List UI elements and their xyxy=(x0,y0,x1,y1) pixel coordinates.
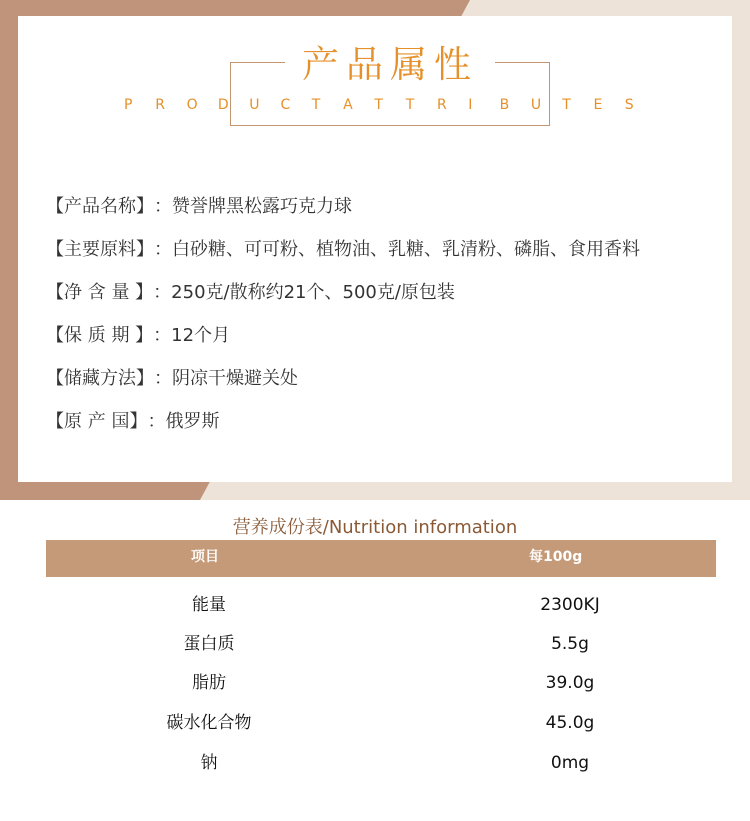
attribute-separator: ： xyxy=(153,325,172,346)
attribute-value: 白砂糖、可可粉、植物油、乳糖、乳清粉、磷脂、食用香料 xyxy=(172,239,640,260)
attribute-value: 赞誉牌黑松露巧克力球 xyxy=(172,196,352,217)
subtitle-letter: P xyxy=(124,97,133,113)
subtitle-letter: O xyxy=(186,97,198,113)
attribute-value: 阴凉干燥避关处 xyxy=(172,368,298,389)
title-frame-line-left xyxy=(230,62,285,63)
subtitle-letter: T xyxy=(374,97,383,113)
nutrition-title: 营养成份表/Nutrition information xyxy=(232,517,518,538)
attribute-value: 12个月 xyxy=(171,325,231,346)
subtitle-letter: T xyxy=(311,97,321,113)
subtitle-letter: B xyxy=(499,97,510,113)
nutrient-value: 2300KJ xyxy=(540,595,600,615)
attribute-separator: ： xyxy=(154,196,172,217)
attribute-label: 【储藏方法】 xyxy=(46,368,154,389)
attribute-row xyxy=(46,407,219,437)
attribute-separator: ： xyxy=(147,411,166,432)
subtitle-letter: T xyxy=(405,97,415,113)
subtitle-letter: I xyxy=(468,97,473,113)
attribute-label: 【原 产 国】 xyxy=(46,411,148,432)
attribute-separator: ： xyxy=(153,282,172,303)
attribute-value: 250克/散称约21个、500克/原包装 xyxy=(171,282,455,303)
section-title: 产品属性 xyxy=(302,43,478,86)
nutrient-value: 45.0g xyxy=(545,713,595,733)
attribute-value: 俄罗斯 xyxy=(165,411,220,432)
nutrient-value: 5.5g xyxy=(551,634,589,654)
nutrient-name: 脂肪 xyxy=(192,673,226,693)
attribute-label: 【主要原料】 xyxy=(46,239,154,260)
nutrient-value: 0mg xyxy=(550,753,590,773)
nutrient-value: 39.0g xyxy=(545,673,595,693)
attribute-row xyxy=(46,321,230,351)
subtitle-letter: C xyxy=(280,97,291,113)
attribute-separator: ： xyxy=(154,239,172,260)
nutrient-name: 蛋白质 xyxy=(183,634,235,654)
subtitle-letter: E xyxy=(593,97,603,113)
subtitle-letter: T xyxy=(562,97,571,113)
attribute-row xyxy=(46,364,298,394)
attribute-row xyxy=(46,278,455,308)
nutrition-table-header xyxy=(46,540,716,577)
title-frame-line-right xyxy=(495,62,549,63)
subtitle-letter: R xyxy=(155,97,166,113)
section-subtitle xyxy=(124,96,644,114)
header-item: 项目 xyxy=(191,549,219,565)
subtitle-letter: D xyxy=(217,97,229,113)
header-per-100g: 每100g xyxy=(529,549,583,565)
attribute-label: 【保 质 期 】 xyxy=(46,325,154,346)
subtitle-letter: U xyxy=(530,97,542,113)
attribute-separator: ： xyxy=(154,368,172,389)
subtitle-letter: S xyxy=(624,97,634,113)
subtitle-letter: U xyxy=(249,97,260,113)
attribute-row xyxy=(46,235,640,265)
nutrient-name: 碳水化合物 xyxy=(166,713,252,733)
attribute-row xyxy=(46,192,352,222)
attribute-label: 【净 含 量 】 xyxy=(46,282,154,303)
attribute-label: 【产品名称】 xyxy=(46,196,154,217)
nutrient-name: 能量 xyxy=(192,595,226,615)
subtitle-letter: R xyxy=(437,97,447,113)
subtitle-letter: A xyxy=(343,97,353,113)
nutrient-name: 钠 xyxy=(200,753,218,773)
